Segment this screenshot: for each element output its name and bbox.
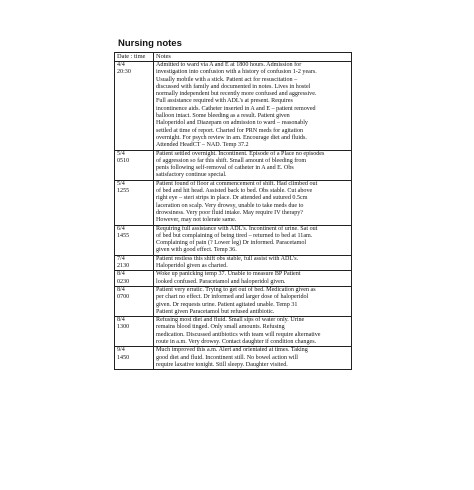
entry-datetime-cell: [115, 255, 154, 271]
note-line: given with good effect. Temp 36.: [156, 247, 237, 254]
entry-note-cell: [154, 62, 352, 151]
entry-datetime-cell: [115, 271, 154, 287]
note-line: incontinence aids. Catheter inserted in A and E – patient removed: [156, 105, 316, 112]
note-line: right eye – steri strips in place. Dr attended and sutured 0.5cm: [156, 195, 308, 202]
note-line: overnight. For psych review in am. Encourage diet and fluids.: [156, 134, 307, 141]
entry-note-cell: [154, 255, 352, 271]
column-header-notes: Notes: [154, 53, 352, 62]
column-header-date-time: Date : time: [115, 53, 154, 62]
note-line: of bed and hit head. Assisted back to bed. Obs stable. Cut above: [156, 188, 313, 195]
note-line: investigation into confusion with a history of confusion 1-2 years.: [156, 69, 317, 76]
note-line: given. Dr requests urine. Patient agitated unable. Temp 31: [156, 301, 298, 308]
note-line: settled at time of report. Charted for PRN meds for agitation: [156, 127, 304, 134]
note-line: Attended HeadCT – NAD. Temp 37.2: [156, 142, 249, 149]
note-line: Patient settled overnight. Incontinent. Episode of a Place no episodes: [156, 150, 325, 157]
note-line: per chart no effect. Dr informed and larger dose of haloperidol: [156, 294, 309, 301]
entry-note-cell: [154, 317, 352, 347]
entry-time: 1255: [117, 188, 130, 195]
entry-date: 7/4: [117, 255, 125, 262]
entry-datetime-cell: [115, 347, 154, 370]
table-row: [115, 317, 352, 347]
note-line: Haloperidol and Diazepam on admission to ward – reasonably: [156, 120, 308, 127]
note-line: Woke up panicking temp 37. Unable to measure BP Patient: [156, 271, 301, 278]
note-line: Refusing most diet and fluid. Small sips of water only. Urine: [156, 317, 305, 324]
entry-note-cell: [154, 150, 352, 180]
note-line: laceration on scalp. Very drowsy, unable to take meds due to: [156, 202, 304, 209]
note-line: Patient very erratic. Trying to get out of bed. Medication given as: [156, 286, 316, 293]
entry-datetime-cell: [115, 286, 154, 316]
note-line: of bed but complaining of being tired – returned to bed at 11am.: [156, 232, 313, 239]
note-line: Admitted to ward via A and E at 1800 hours. Admission for: [156, 62, 302, 68]
entry-time: 1450: [117, 354, 130, 361]
entry-datetime-cell: [115, 62, 154, 151]
note-line: Full assistance required with ADL's at present. Requires: [156, 98, 293, 105]
entry-time: 2130: [117, 263, 130, 270]
entry-note-cell: [154, 180, 352, 225]
table-row: [115, 286, 352, 316]
note-line: route in a.m. Very drowsy. Contact daughter if condition changes.: [156, 338, 317, 345]
note-line: medication. Discussed antibiotics with team will require alternative: [156, 331, 321, 338]
entry-time: 20:30: [117, 69, 131, 76]
document-title: Nursing notes: [118, 38, 182, 49]
note-line: Requiring full assistance with ADL's. Incontinent of urine. Sat out: [156, 225, 318, 232]
note-line: balloon intact. Some bleeding as a result. Patient given: [156, 113, 290, 120]
table-row: [115, 347, 352, 370]
entry-note-cell: [154, 286, 352, 316]
note-line: looked confused. Paracetamol and haloperidol given.: [156, 278, 286, 285]
note-line: penis following self-removal of catheter in A and E. Obs: [156, 165, 294, 172]
entry-datetime-cell: [115, 225, 154, 255]
entry-datetime-cell: [115, 317, 154, 347]
note-line: good diet and fluid. Incontinent still. No bowel action will: [156, 354, 298, 361]
table-row: [115, 271, 352, 287]
table-row: [115, 255, 352, 271]
note-line: Patient given Paracetamol but refused antibiotic.: [156, 308, 275, 315]
entry-note-cell: [154, 225, 352, 255]
table-row: [115, 150, 352, 180]
entry-date: 9/4: [117, 347, 125, 354]
entry-note-cell: [154, 271, 352, 287]
note-line: Patient found of floor at commencement of shift. Had climbed out: [156, 180, 318, 187]
table-header-row: [115, 53, 352, 62]
note-line: Haloperidol given as charted.: [156, 263, 228, 270]
note-line: Usually mobile with a stick. Patient act for resuscitation –: [156, 76, 298, 83]
entry-note-cell: [154, 347, 352, 370]
table-row: [115, 62, 352, 151]
nursing-notes-table: [114, 52, 352, 370]
entry-datetime-cell: [115, 150, 154, 180]
note-line: However, may not tolerate same.: [156, 217, 237, 224]
entry-date: 8/4: [117, 286, 125, 293]
note-line: Much improved this a.m. Alert and orientated at times. Taking: [156, 347, 308, 354]
table-body: [115, 62, 352, 370]
entry-date: 8/4: [117, 271, 125, 278]
entry-date: 6/4: [117, 225, 125, 232]
entry-date: 5/4: [117, 180, 125, 187]
table-row: [115, 180, 352, 225]
entry-time: 0230: [117, 278, 130, 285]
note-line: of aggression so far this shift. Small amount of bleeding from: [156, 157, 307, 164]
note-line: drowsiness. Very poor fluid intake. May require IV therapy?: [156, 209, 304, 216]
entry-date: 5/4: [117, 150, 125, 157]
note-line: Complaining of pain (? Lower leg) Dr informed. Paracetamol: [156, 240, 307, 247]
note-line: satisfactory continue special.: [156, 172, 227, 179]
note-line: require laxative tonight. Still sleepy. Daughter visited.: [156, 361, 288, 368]
entry-time: 0700: [117, 294, 130, 301]
entry-datetime-cell: [115, 180, 154, 225]
entry-date: 8/4: [117, 317, 125, 324]
entry-time: 0510: [117, 157, 130, 164]
entry-time: 1300: [117, 324, 130, 331]
note-line: normally independent but recently more confused and aggressive.: [156, 91, 317, 98]
entry-date: 4/4: [117, 62, 125, 68]
note-line: Patient restless this shift obs stable, full assist with ADL's.: [156, 255, 299, 262]
note-line: remains blood tinged. Only small amounts. Refusing: [156, 324, 285, 331]
entry-time: 1455: [117, 232, 130, 239]
table-row: [115, 225, 352, 255]
note-line: discussed with family and documented in notes. Lives in hostel: [156, 83, 311, 90]
